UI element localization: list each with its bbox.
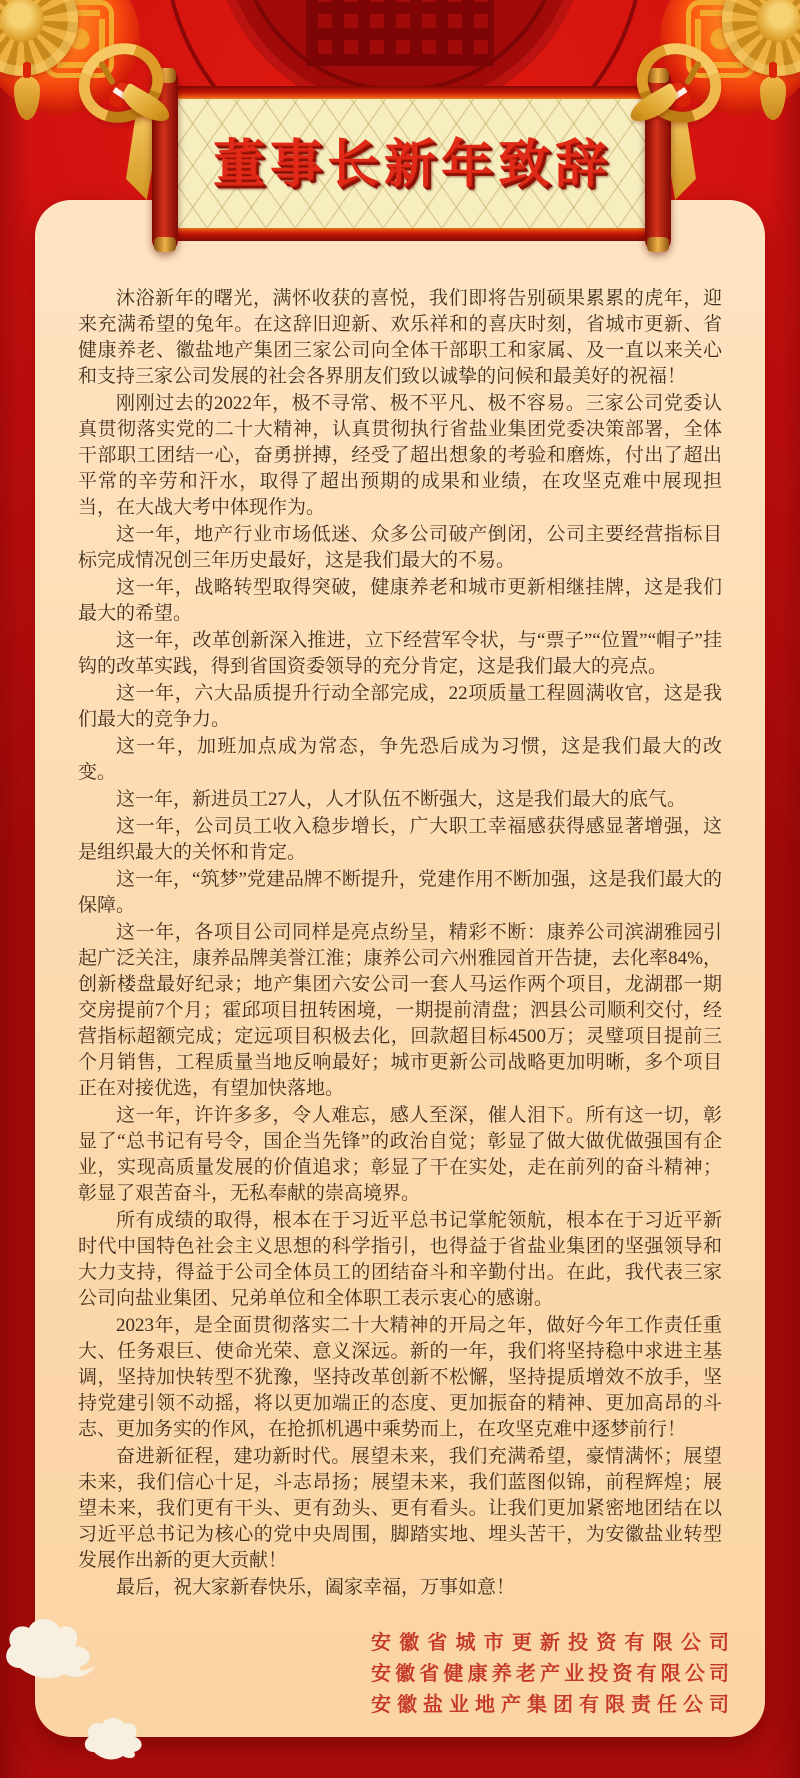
letter-paragraph: 这一年，各项目公司同样是亮点纷呈，精彩不断：康养公司滨湖雅园引起广泛关注，康养品牌美誉江淮；康养公司六州雅园首开告捷，去化率84%，创新楼盘最好纪录；地产集团六安公司一套人马运作两个项目，龙湖郡一期交房提前7个月；霍邱项目扭转困境，一期提前清盘；泗县公司顺利交付，经营指标超额完成；定远项目积极去化，回款超目标4500万；灵璧项目提前三个月销售，工程质量当地反响最好；城市更新公司战略更加明晰，多个项目正在对接优选，有望加快落地。 <box>78 922 722 1099</box>
letter-paragraph: 这一年，战略转型取得突破，健康养老和城市更新相继挂牌，这是我们最大的希望。 <box>78 577 722 624</box>
letter-paragraph: 这一年，六大品质提升行动全部完成，22项质量工程圆满收官，这是我们最大的竞争力。 <box>78 683 722 730</box>
tassel-icon <box>760 76 786 120</box>
scroll-bottom-bar-icon <box>163 227 660 241</box>
page-title: 董事长新年致辞 <box>212 136 612 194</box>
auspicious-cloud-icon <box>82 1716 144 1762</box>
signature-block <box>371 1628 729 1721</box>
letter-paragraph: 这一年，地产行业市场低迷、众多公司破产倒闭，公司主要经营指标目标完成情况创三年历史最好，这是我们最大的不易。 <box>78 524 722 571</box>
scroll-paper <box>177 99 648 228</box>
tassel-icon <box>14 76 40 120</box>
signature-line: 安徽省城市更新投资有限公司 <box>371 1632 729 1654</box>
letter-body <box>78 286 722 1602</box>
letter-paragraph: 这一年，公司员工收入稳步增长，广大职工幸福感获得感显著增强，这是组织最大的关怀和肯定。 <box>78 816 722 863</box>
letter-paragraph: 刚刚过去的2022年，极不寻常、极不平凡、极不容易。三家公司党委认真贯彻落实党的二十大精神，认真贯彻执行省盐业集团党委决策部署，全体干部职工团结一心，奋勇拼搏，经受了超出想象的考验和磨炼，付出了超出平常的辛劳和汗水，取得了超出预期的成果和业绩，在攻坚克难中展现担当，在大战大考中体现作为。 <box>78 393 722 518</box>
signature-line: 安徽盐业地产集团有限责任公司 <box>371 1694 729 1716</box>
letter-paragraph: 这一年，新进员工27人，人才队伍不断强大，这是我们最大的底气。 <box>116 789 687 810</box>
letter-paragraph: 这一年，改革创新深入推进，立下经营军令状，与“票子”“位置”“帽子”挂钩的改革实践，得到省国资委领导的充分肯定，这是我们最大的亮点。 <box>78 630 722 677</box>
letter-paragraph: 奋进新征程，建功新时代。展望未来，我们充满希望，豪情满怀；展望未来，我们信心十足，斗志昂扬；展望未来，我们蓝图似锦，前程辉煌；展望未来，我们更有干头、更有劲头、更有看头。让我们更加紧密地团结在以习近平总书记为核心的党中央周围，脚踏实地、埋头苦干，为安徽盐业转型发展作出新的更大贡献！ <box>78 1446 722 1571</box>
letter-paragraph: 沐浴新年的曙光，满怀收获的喜悦，我们即将告别硕果累累的虎年，迎来充满希望的兔年。在这辞旧迎新、欢乐祥和的喜庆时刻，省城市更新、省健康养老、徽盐地产集团三家公司向全体干部职工和家属、及一直以来关心和支持三家公司发展的社会各界朋友们致以诚挚的问候和最美好的祝福！ <box>78 288 722 387</box>
letter-paragraph: 2023年，是全面贯彻落实二十大精神的开局之年，做好今年工作责任重大、任务艰巨、使命光荣、意义深远。新的一年，我们将坚持稳中求进主基调，坚持加快转型不犹豫，坚持改革创新不松懈，坚持提质增效不放手，坚持党建引领不动摇，将以更加端正的态度、更加振奋的精神、更加高昂的斗志、更加务实的作风，在抢抓机遇中乘势而上，在攻坚克难中逐梦前行！ <box>78 1315 722 1440</box>
letter-card <box>35 200 765 1737</box>
letter-paragraph: 这一年，加班加点成为常态，争先恐后成为习惯，这是我们最大的改变。 <box>78 736 722 783</box>
lantern-group-right <box>630 0 800 170</box>
letter-paragraph: 最后，祝大家新春快乐，阖家幸福，万事如意！ <box>116 1577 516 1598</box>
letter-paragraph: 所有成绩的取得，根本在于习近平总书记掌舵领航，根本在于习近平新时代中国特色社会主义思想的科学指引，也得益于省盐业集团的坚强领导和大力支持，得益于公司全体员工的团结奋斗和辛勤付出。在此，我代表三家公司向盐业集团、兄弟单位和全体职工表示衷心的感谢。 <box>78 1210 722 1309</box>
lantern-group-left <box>0 0 170 170</box>
scroll-top-bar-icon <box>163 86 660 100</box>
letter-paragraph: 这一年，许许多多，令人难忘，感人至深，催人泪下。所有这一切，彰显了“总书记有号令，国企当先锋”的政治自觉；彰显了做大做优做强国有企业，实现高质量发展的价值追求；彰显了干在实处，走在前列的奋斗精神；彰显了艰苦奋斗，无私奉献的崇高境界。 <box>78 1105 722 1204</box>
signature-line: 安徽省健康养老产业投资有限公司 <box>371 1663 729 1685</box>
auspicious-cloud-icon <box>2 1616 98 1682</box>
letter-paragraph: 这一年，“筑梦”党建品牌不断提升，党建作用不断加强，这是我们最大的保障。 <box>78 869 722 916</box>
